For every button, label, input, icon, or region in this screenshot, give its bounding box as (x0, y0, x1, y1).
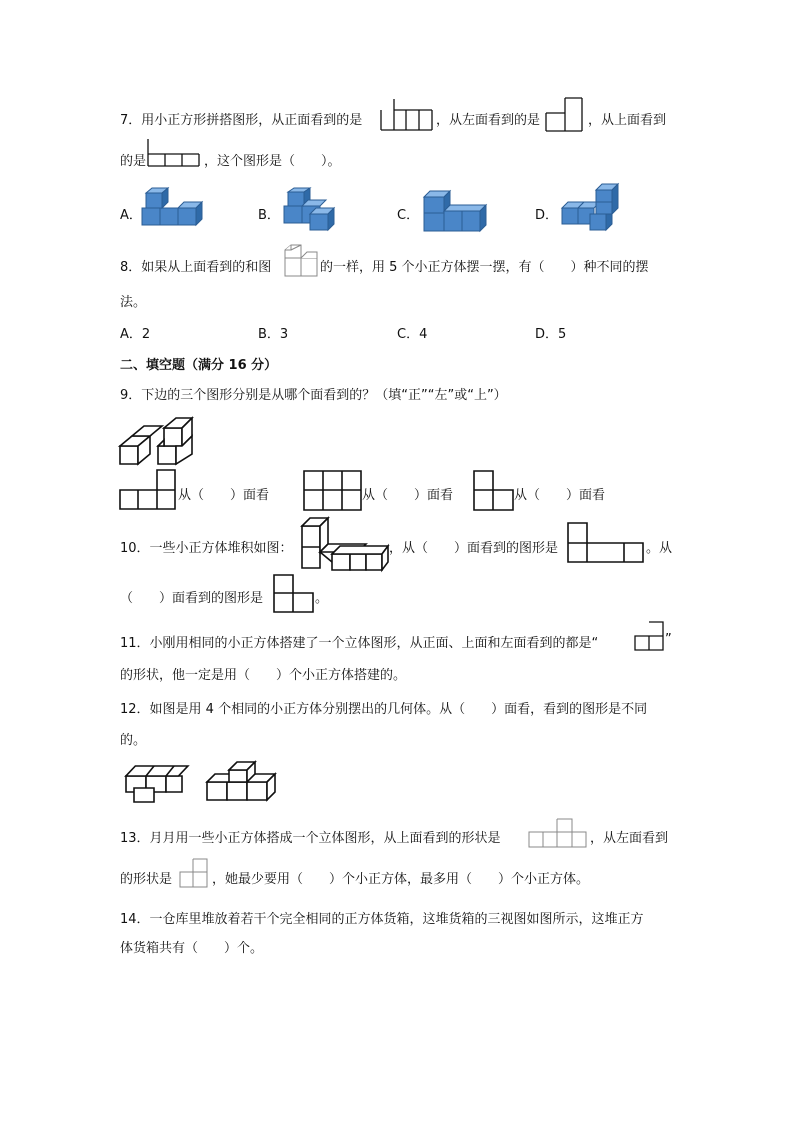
q9-view-2 (303, 470, 363, 512)
q9-blank-3: 从（ ）面看 (514, 488, 606, 503)
q9-solid-figure (118, 410, 196, 466)
q11-text-part2: ” (665, 632, 672, 647)
q7-option-a-cubes[interactable] (140, 188, 202, 228)
q10-text-line2a: （ ）面看到的图形是 (120, 591, 264, 606)
q7-left-view-icon (545, 97, 585, 133)
q12-solid-1 (124, 760, 188, 804)
q8-option-d[interactable]: D．5 (535, 327, 567, 342)
q13-left-view-icon (179, 858, 211, 890)
q7-option-c-label[interactable]: C． (397, 208, 420, 223)
q9-view-1 (119, 469, 177, 511)
q7-front-view-icon (380, 98, 435, 132)
q7-option-b-cubes[interactable] (282, 188, 344, 232)
q8-top-view-icon (281, 244, 321, 278)
q7-option-a-label[interactable]: A． (120, 208, 142, 223)
q14-text-line1: 14．一仓库里堆放着若干个完全相同的正方体货箱，这堆货箱的三视图如图所示，这堆正方 (120, 912, 644, 927)
q10-solid-figure (300, 514, 388, 570)
q10-text-part1: 10．一些小正方体堆积如图： (120, 541, 293, 556)
q10-text-part3: 。从 (646, 541, 673, 556)
q10-text-part2: ，从（ ）面看到的图形是 (389, 541, 559, 556)
q10-view-2 (273, 574, 315, 614)
q9-blank-1: 从（ ）面看 (178, 488, 270, 503)
q8-text-part1: 8．如果从上面看到的和图 (120, 260, 272, 275)
q10-view-1 (567, 522, 647, 564)
q8-option-c[interactable]: C．4 (397, 327, 428, 342)
q14-text-line2: 体货箱共有（ ）个。 (120, 941, 264, 956)
q13-top-view-icon (528, 818, 590, 850)
q13-text-line2b: ，她最少要用（ ）个小正方体，最多用（ ）个小正方体。 (212, 872, 590, 887)
q13-text-part2: ，从左面看到 (590, 831, 669, 846)
q7-option-d-label[interactable]: D． (535, 208, 559, 223)
q7-text-line2a: 的是 (120, 154, 147, 169)
q10-text-line2b: 。 (315, 591, 329, 606)
q7-text-part2: ，从左面看到的是 (436, 113, 541, 128)
q9-text: 9．下边的三个图形分别是从哪个面看到的？（填“正”“左”或“上”） (120, 388, 507, 403)
q7-text-part3: ，从上面看到 (588, 113, 667, 128)
q11-text-part1: 11．小刚用相同的小正方体搭建了一个立体图形，从正面、上面和左面看到的都是“ (120, 636, 599, 651)
q7-text-part1: 7．用小正方形拼搭图形，从正面看到的是 (120, 113, 363, 128)
q7-text-line2b: ，这个图形是（ ）。 (204, 154, 341, 169)
q11-text-line2: 的形状，他一定是用（ ）个小正方体搭建的。 (120, 668, 407, 683)
q13-text-line2a: 的形状是 (120, 872, 173, 887)
q8-option-b[interactable]: B．3 (258, 327, 289, 342)
q9-view-3 (473, 470, 515, 512)
section-2-title: 二、填空题（满分 16 分） (120, 358, 278, 373)
q7-option-d-cubes[interactable] (560, 184, 622, 234)
q12-solid-2 (205, 760, 277, 804)
q7-option-b-label[interactable]: B． (258, 208, 280, 223)
q11-view-icon (634, 621, 666, 653)
q12-text-line1: 12．如图是用 4 个相同的小正方体分别摆出的几何体。从（ ）面看，看到的图形是不同 (120, 702, 648, 717)
q8-option-a[interactable]: A．2 (120, 327, 151, 342)
q13-text-part1: 13．月月用一些小正方体搭成一个立体图形，从上面看到的形状是 (120, 831, 501, 846)
q8-text-line2: 法。 (120, 295, 147, 310)
q7-option-c-cubes[interactable] (422, 191, 486, 233)
q9-blank-2: 从（ ）面看 (362, 488, 454, 503)
q12-text-line2: 的。 (120, 733, 147, 748)
q8-text-part2: 的一样，用 5 个小正方体摆一摆，有（ ）种不同的摆 (320, 260, 649, 275)
q7-top-view-icon (147, 138, 202, 168)
